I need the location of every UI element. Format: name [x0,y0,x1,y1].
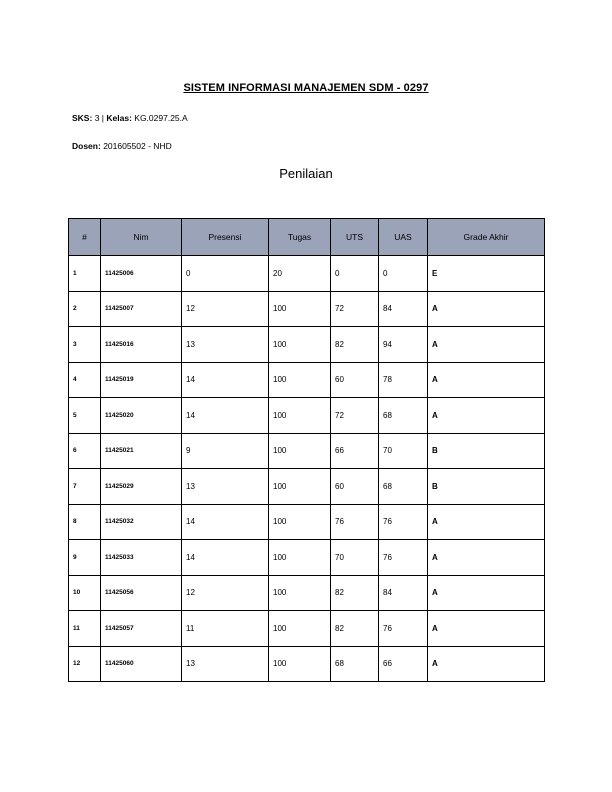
uas-cell: 84 [379,291,428,327]
column-header: Tugas [269,219,331,256]
row-number: 4 [69,362,101,398]
nim-cell: 11425060 [101,646,182,682]
grade-cell: A [428,575,545,611]
grade-cell: A [428,362,545,398]
table-row [69,433,545,469]
dosen-value: 201605502 - NHD [103,141,172,151]
uas-cell: 68 [379,469,428,505]
nim-cell: 11425057 [101,611,182,647]
tugas-cell: 100 [269,540,331,576]
presensi-cell: 11 [182,611,269,647]
tugas-cell: 100 [269,504,331,540]
row-number: 10 [69,575,101,611]
tugas-cell: 100 [269,646,331,682]
table-row [69,256,545,292]
tugas-cell: 100 [269,362,331,398]
uas-cell: 76 [379,611,428,647]
uas-cell: 76 [379,504,428,540]
table-row [69,327,545,363]
grade-cell: A [428,291,545,327]
table-row [69,398,545,434]
nim-cell: 11425021 [101,433,182,469]
uts-cell: 68 [331,646,379,682]
presensi-cell: 13 [182,327,269,363]
uts-cell: 82 [331,327,379,363]
table-row [69,575,545,611]
nim-cell: 11425056 [101,575,182,611]
row-number: 7 [69,469,101,505]
uts-cell: 72 [331,291,379,327]
nim-cell: 11425016 [101,327,182,363]
nim-cell: 11425019 [101,362,182,398]
row-number: 2 [69,291,101,327]
uts-cell: 60 [331,469,379,505]
column-header: Nim [101,219,182,256]
uas-cell: 70 [379,433,428,469]
uas-cell: 76 [379,540,428,576]
column-header: UAS [379,219,428,256]
grade-cell: A [428,504,545,540]
uts-cell: 82 [331,611,379,647]
nim-cell: 11425029 [101,469,182,505]
tugas-cell: 100 [269,433,331,469]
grade-cell: A [428,398,545,434]
uts-cell: 66 [331,433,379,469]
lecturer-info [72,141,172,152]
page-title: SISTEM INFORMASI MANAJEMEN SDM - 0297 [183,82,429,94]
nim-cell: 11425006 [101,256,182,292]
uas-cell: 78 [379,362,428,398]
uts-cell: 72 [331,398,379,434]
presensi-cell: 14 [182,398,269,434]
presensi-cell: 14 [182,362,269,398]
nim-cell: 11425020 [101,398,182,434]
dosen-label: Dosen: [72,141,101,151]
grade-cell: A [428,327,545,363]
table-row [69,611,545,647]
tugas-cell: 100 [269,327,331,363]
tugas-cell: 100 [269,469,331,505]
row-number: 11 [69,611,101,647]
uts-cell: 60 [331,362,379,398]
column-header: Presensi [182,219,269,256]
tugas-cell: 100 [269,398,331,434]
uas-cell: 94 [379,327,428,363]
grade-cell: A [428,611,545,647]
grade-cell: A [428,646,545,682]
uts-cell: 76 [331,504,379,540]
uts-cell: 70 [331,540,379,576]
presensi-cell: 14 [182,504,269,540]
column-header: # [69,219,101,256]
grade-cell: B [428,433,545,469]
nim-cell: 11425033 [101,540,182,576]
table-row [69,362,545,398]
table-row [69,469,545,505]
grade-cell: A [428,540,545,576]
uas-cell: 68 [379,398,428,434]
tugas-cell: 100 [269,291,331,327]
section-title: Penilaian [279,166,333,181]
row-number: 5 [69,398,101,434]
table-row [69,291,545,327]
column-header: UTS [331,219,379,256]
uts-cell: 82 [331,575,379,611]
tugas-cell: 100 [269,575,331,611]
nim-cell: 11425007 [101,291,182,327]
row-number: 9 [69,540,101,576]
presensi-cell: 0 [182,256,269,292]
uts-cell: 0 [331,256,379,292]
uas-cell: 0 [379,256,428,292]
table-row [69,646,545,682]
class-info [72,113,188,124]
row-number: 1 [69,256,101,292]
column-header: Grade Akhir [428,219,545,256]
grade-cell: B [428,469,545,505]
presensi-cell: 9 [182,433,269,469]
table-row [69,504,545,540]
presensi-cell: 13 [182,469,269,505]
row-number: 12 [69,646,101,682]
presensi-cell: 12 [182,575,269,611]
sks-value: 3 [94,113,100,123]
kelas-value: KG.0297.25.A [134,113,188,123]
table-header-row [69,219,545,256]
tugas-cell: 20 [269,256,331,292]
grades-table [68,218,545,682]
nim-cell: 11425032 [101,504,182,540]
presensi-cell: 13 [182,646,269,682]
tugas-cell: 100 [269,611,331,647]
presensi-cell: 12 [182,291,269,327]
uas-cell: 84 [379,575,428,611]
table-body [69,256,545,682]
sks-label: SKS: [72,113,93,123]
table-row [69,540,545,576]
row-number: 6 [69,433,101,469]
uas-cell: 66 [379,646,428,682]
presensi-cell: 14 [182,540,269,576]
separator: | [101,113,105,123]
row-number: 8 [69,504,101,540]
kelas-label: Kelas: [106,113,132,123]
row-number: 3 [69,327,101,363]
grade-cell: E [428,256,545,292]
